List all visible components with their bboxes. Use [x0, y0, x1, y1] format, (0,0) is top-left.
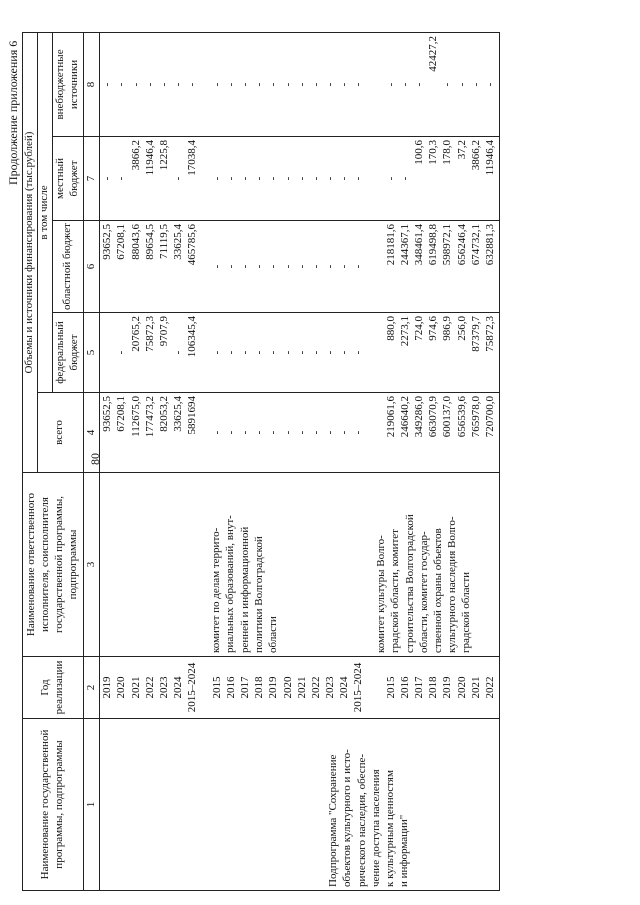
page-number: 80 [88, 453, 102, 465]
header-year: Год реализации [23, 657, 84, 719]
col-num-7: 7 [83, 137, 100, 221]
local-cell: - - 3866,2 11946,4 1225,8 - 17038,4 - - - - - - - - - - - - - 100,6 170,3 178,0 37,2 3866,2 11946,4 [100, 137, 500, 221]
regional-cell: 93652,5 67208,1 88043,6 89654,5 71119,5 33625,4 465785,6 - - - - - - - - - - - 218181,6 244367,1 348461,4 619498,8 598972,1 656246,4 674732,1 632881,3 [100, 221, 500, 313]
col-num-5: 5 [83, 313, 100, 393]
col-num-8: 8 [83, 32, 100, 136]
years-block3: 2015 2016 2017 2018 2019 2020 2021 2022 [384, 676, 496, 699]
program-name: Подпрограмма "Сохранение объектов культурного и исто- рического наследия, обеспе- чение доступа населения к культурным ценностям и информации" [327, 749, 411, 887]
offbudget-cell: - - - - - - - - - - - - - - - - - - - - - 42427,2 - - - - [100, 32, 500, 136]
continuation-label: Продолжение приложения 6 [6, 40, 20, 185]
header-executor: Наименование ответственного исполнителя, соисполнителя государственной программы, подпрограммы [23, 473, 84, 657]
header-total: всего [37, 393, 83, 473]
header-financing-group: Объемы и источники финансирования (тыс.рублей) [23, 32, 38, 472]
executor-cell [100, 473, 500, 657]
header-local: местный бюджет [52, 137, 83, 221]
years-block1: 2019 2020 2021 2022 2023 2024 2015–2024 [101, 662, 199, 713]
header-including: в том числе [37, 32, 52, 392]
total-cell: 93652,5 67208,1 112675,0 177473,2 82053,2 33625,4 5891694 - - - - - - - - - - - 219061,6 246640,2 349286,0 663070,9 600137,0 656539,6 765978,0 720700,0 [100, 393, 500, 473]
financing-table [22, 32, 500, 891]
col-num-6: 6 [83, 221, 100, 313]
executor-block2: комитет по делам террито- риальных образований, внут- ренней и информационной политики Волгоградской области [210, 515, 279, 653]
col-num-2: 2 [83, 657, 100, 719]
years-block2: 2015 2016 2017 2018 2019 2020 2021 2022 2023 2024 2015–2024 [210, 662, 365, 713]
col-num-4: 4 [83, 393, 100, 473]
col-num-3: 3 [83, 473, 100, 657]
col-num-1: 1 [83, 719, 100, 891]
header-regional: областной бюджет [52, 221, 83, 313]
header-program: Наименование государственной программы, подпрограммы [23, 719, 84, 891]
header-offbudget: внебюджетные источники [52, 32, 83, 136]
year-cell [100, 657, 500, 719]
federal-cell: - 20765,2 75872,3 9707,9 - 106345,4 - - - - - - - - - - - 880,0 2273,1 724,0 974,6 986,9 256,0 87379,7 75872,3 [100, 313, 500, 393]
program-cell [100, 719, 500, 891]
executor-block3: комитет культуры Волго- градской области, комитет строительства Волгоградской области, комитет государ- ственной охраны объектов культурного наследия Волго- градской области [375, 514, 473, 653]
header-federal: федеральный бюджет [52, 313, 83, 393]
